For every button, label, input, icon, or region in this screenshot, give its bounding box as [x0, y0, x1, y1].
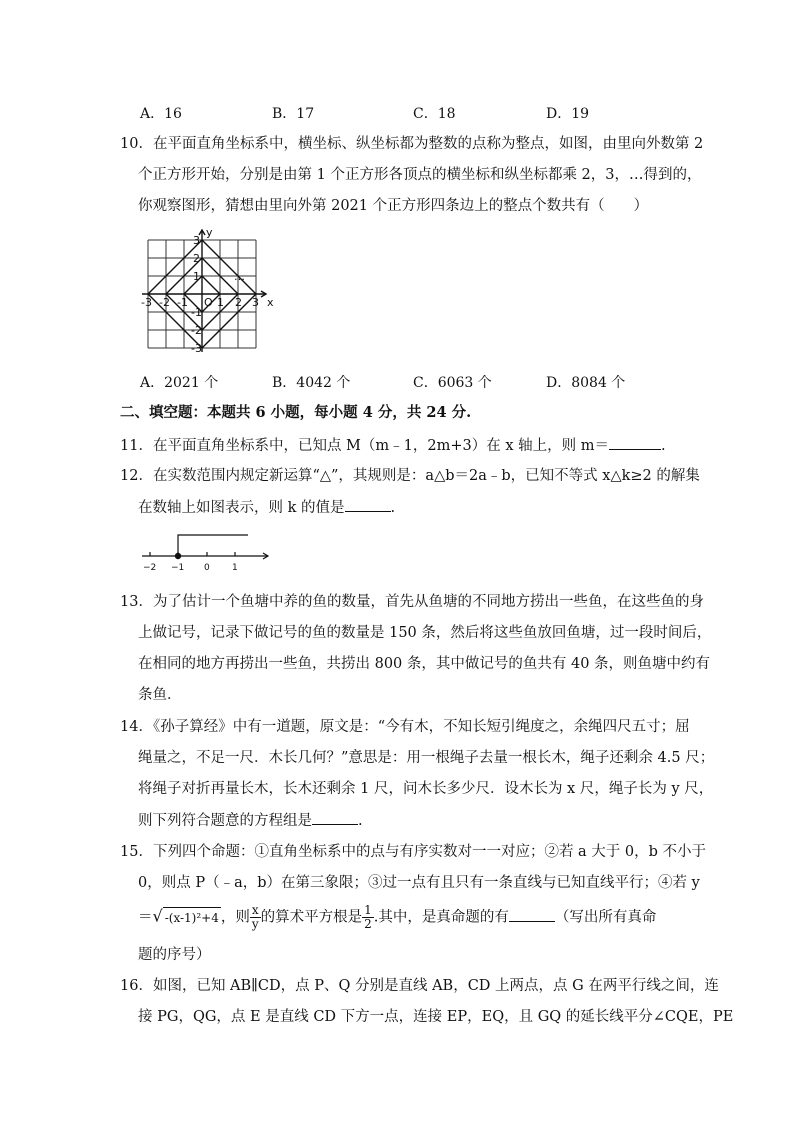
x-axis-label: x: [267, 296, 274, 309]
continuation-dots: …: [234, 270, 245, 283]
q12-answer-blank: [345, 497, 391, 512]
q13-line-4: 条鱼．: [138, 687, 182, 703]
tick-0: 0: [204, 563, 210, 573]
q13-line-1: 13．为了估计一个鱼塘中养的鱼的数量，首先从鱼塘的不同地方捞出一些鱼，在这些鱼的身: [120, 594, 704, 610]
x-tick-1: 1: [217, 296, 224, 309]
q11-end: .: [660, 438, 666, 454]
tick-1: 1: [232, 563, 238, 573]
q11-text: 11．在平面直角坐标系中，已知点 M（m﹣1，2m+3）在 x 轴上，则 m＝: [120, 438, 609, 454]
q11: [120, 435, 666, 456]
q14-answer-blank: [312, 810, 358, 825]
x-tick-2: 2: [235, 296, 242, 309]
q15-note: （写出所有真命: [554, 909, 657, 926]
q9-option-a: A．16: [140, 106, 182, 122]
q13-line-3: 在相同的地方再捞出一些鱼，共捞出 800 条，其中做记号的鱼共有 40 条，则鱼塘中约有: [138, 656, 711, 672]
q15-line-2: 0，则点 P（﹣a，b）在第三象限；③过一点有且只有一条直线与已知直线平行；④若 y: [138, 875, 700, 891]
y-tick-neg1: -1: [191, 306, 202, 319]
q15-line-4: 题的序号）: [138, 947, 211, 963]
tick-neg2: −2: [143, 563, 157, 573]
q12-text: 在数轴上如图表示，则 k 的值是: [138, 500, 345, 516]
q16-line-2: 接 PG，QG，点 E 是直线 CD 下方一点，连接 EP，EQ，且 GQ 的延长线平分∠CQE，PE: [138, 1009, 734, 1025]
q14-text: 则下列符合题意的方程组是: [138, 813, 312, 829]
q14-line-3: 将绳子对折再量长木，长木还剩余 1 尺，问木长多少尺．设木长为 x 尺，绳子长为 y 尺，: [138, 781, 714, 797]
q9-option-c: C．18: [413, 106, 456, 122]
origin-label: O: [204, 296, 213, 309]
q10-line-2: 个正方形开始，分别是由第 1 个正方形各顶点的横坐标和纵坐标都乘 2，3，…得到的，: [138, 167, 702, 183]
q9-option-d: D．19: [546, 106, 590, 122]
q10-option-c: C．6063 个: [413, 375, 492, 391]
q11-answer-blank: [609, 435, 661, 450]
q15-equals: ＝: [138, 909, 153, 926]
q10-coordinate-figure: [140, 226, 276, 354]
q10-line-1: 10．在平面直角坐标系中，横坐标、纵坐标都为整数的点称为整点，如图，由里向外数第 2: [120, 136, 704, 152]
tick-neg1: −1: [171, 563, 185, 573]
q12-line-1: 12．在实数范围内规定新运算“△”，其规则是：a△b＝2a﹣b，已知不等式 x△k≥2 的解集: [120, 468, 700, 484]
q15-line-3: ＝√ -(x-1)²+4 ，则 $\frac{x}{y}$ 的算术平方根是 $\frac{1}{2}$ .其中，是真命题的有 （写出所有真命: [138, 903, 657, 931]
q15-answer-blank: [509, 907, 555, 922]
q12-line-2: [138, 497, 395, 518]
q14-line-4: [138, 810, 363, 831]
q15-then: ，则: [220, 909, 250, 926]
q15-line-1: 15．下列四个命题：①直角坐标系中的点与有序实数对一一对应；②若 a 大于 0，b 不小于: [120, 844, 707, 860]
section-2-title: 二、填空题：本题共 6 小题，每小题 4 分，共 24 分.: [120, 404, 472, 421]
q15-fraction-one-half: $\frac{1}{2}$: [364, 903, 372, 931]
q10-option-d: D．8084 个: [546, 375, 626, 391]
q15-sqrt-radicand: -(x-1)²+4: [163, 907, 221, 928]
x-tick-neg3: -3: [141, 296, 152, 309]
q10-option-a: A．2021 个: [140, 375, 219, 391]
x-tick-neg2: -2: [159, 296, 170, 309]
x-tick-3: 3: [252, 296, 259, 309]
q14-line-1: 14．《孙子算经》中有一道题，原文是：“今有木，不知长短引绳度之，余绳四尺五寸；屈: [120, 719, 690, 735]
q14-line-2: 绳量之，不足一尺．木长几何？”意思是：用一根绳子去量一根长木，绳子还剩余 4.5 尺；: [138, 750, 715, 766]
q15-fraction-x-over-y: $\frac{x}{y}$: [251, 903, 259, 931]
q9-option-b: B．17: [272, 106, 315, 122]
q15-sqrt-of: 的算术平方根是: [260, 909, 363, 926]
q10-option-b: B．4042 个: [272, 375, 351, 391]
y-tick-neg3: -3: [191, 342, 202, 354]
x-tick-neg1: -1: [177, 296, 188, 309]
q13-line-2: 上做记号，记录下做记号的鱼的数量是 150 条，然后将这些鱼放回鱼塘，过一段时间后，: [138, 625, 712, 641]
q12-end: .: [390, 500, 396, 516]
y-tick-3: 3: [193, 234, 200, 247]
y-axis-label: y: [206, 226, 213, 239]
q16-line-1: 16．如图，已知 AB∥CD，点 P、Q 分别是直线 AB，CD 上两点，点 G 在两平行线之间，连: [120, 978, 719, 994]
y-tick-2: 2: [193, 252, 200, 265]
q15-which-true: .其中，是真命题的有: [373, 909, 509, 926]
q14-end: .: [358, 813, 363, 829]
q10-line-3: 你观察图形，猜想由里向外第 2021 个正方形四条边上的整点个数共有（ ）: [138, 198, 649, 214]
y-tick-neg2: -2: [191, 324, 202, 337]
y-tick-1: 1: [193, 270, 200, 283]
q12-number-line: [140, 530, 280, 576]
